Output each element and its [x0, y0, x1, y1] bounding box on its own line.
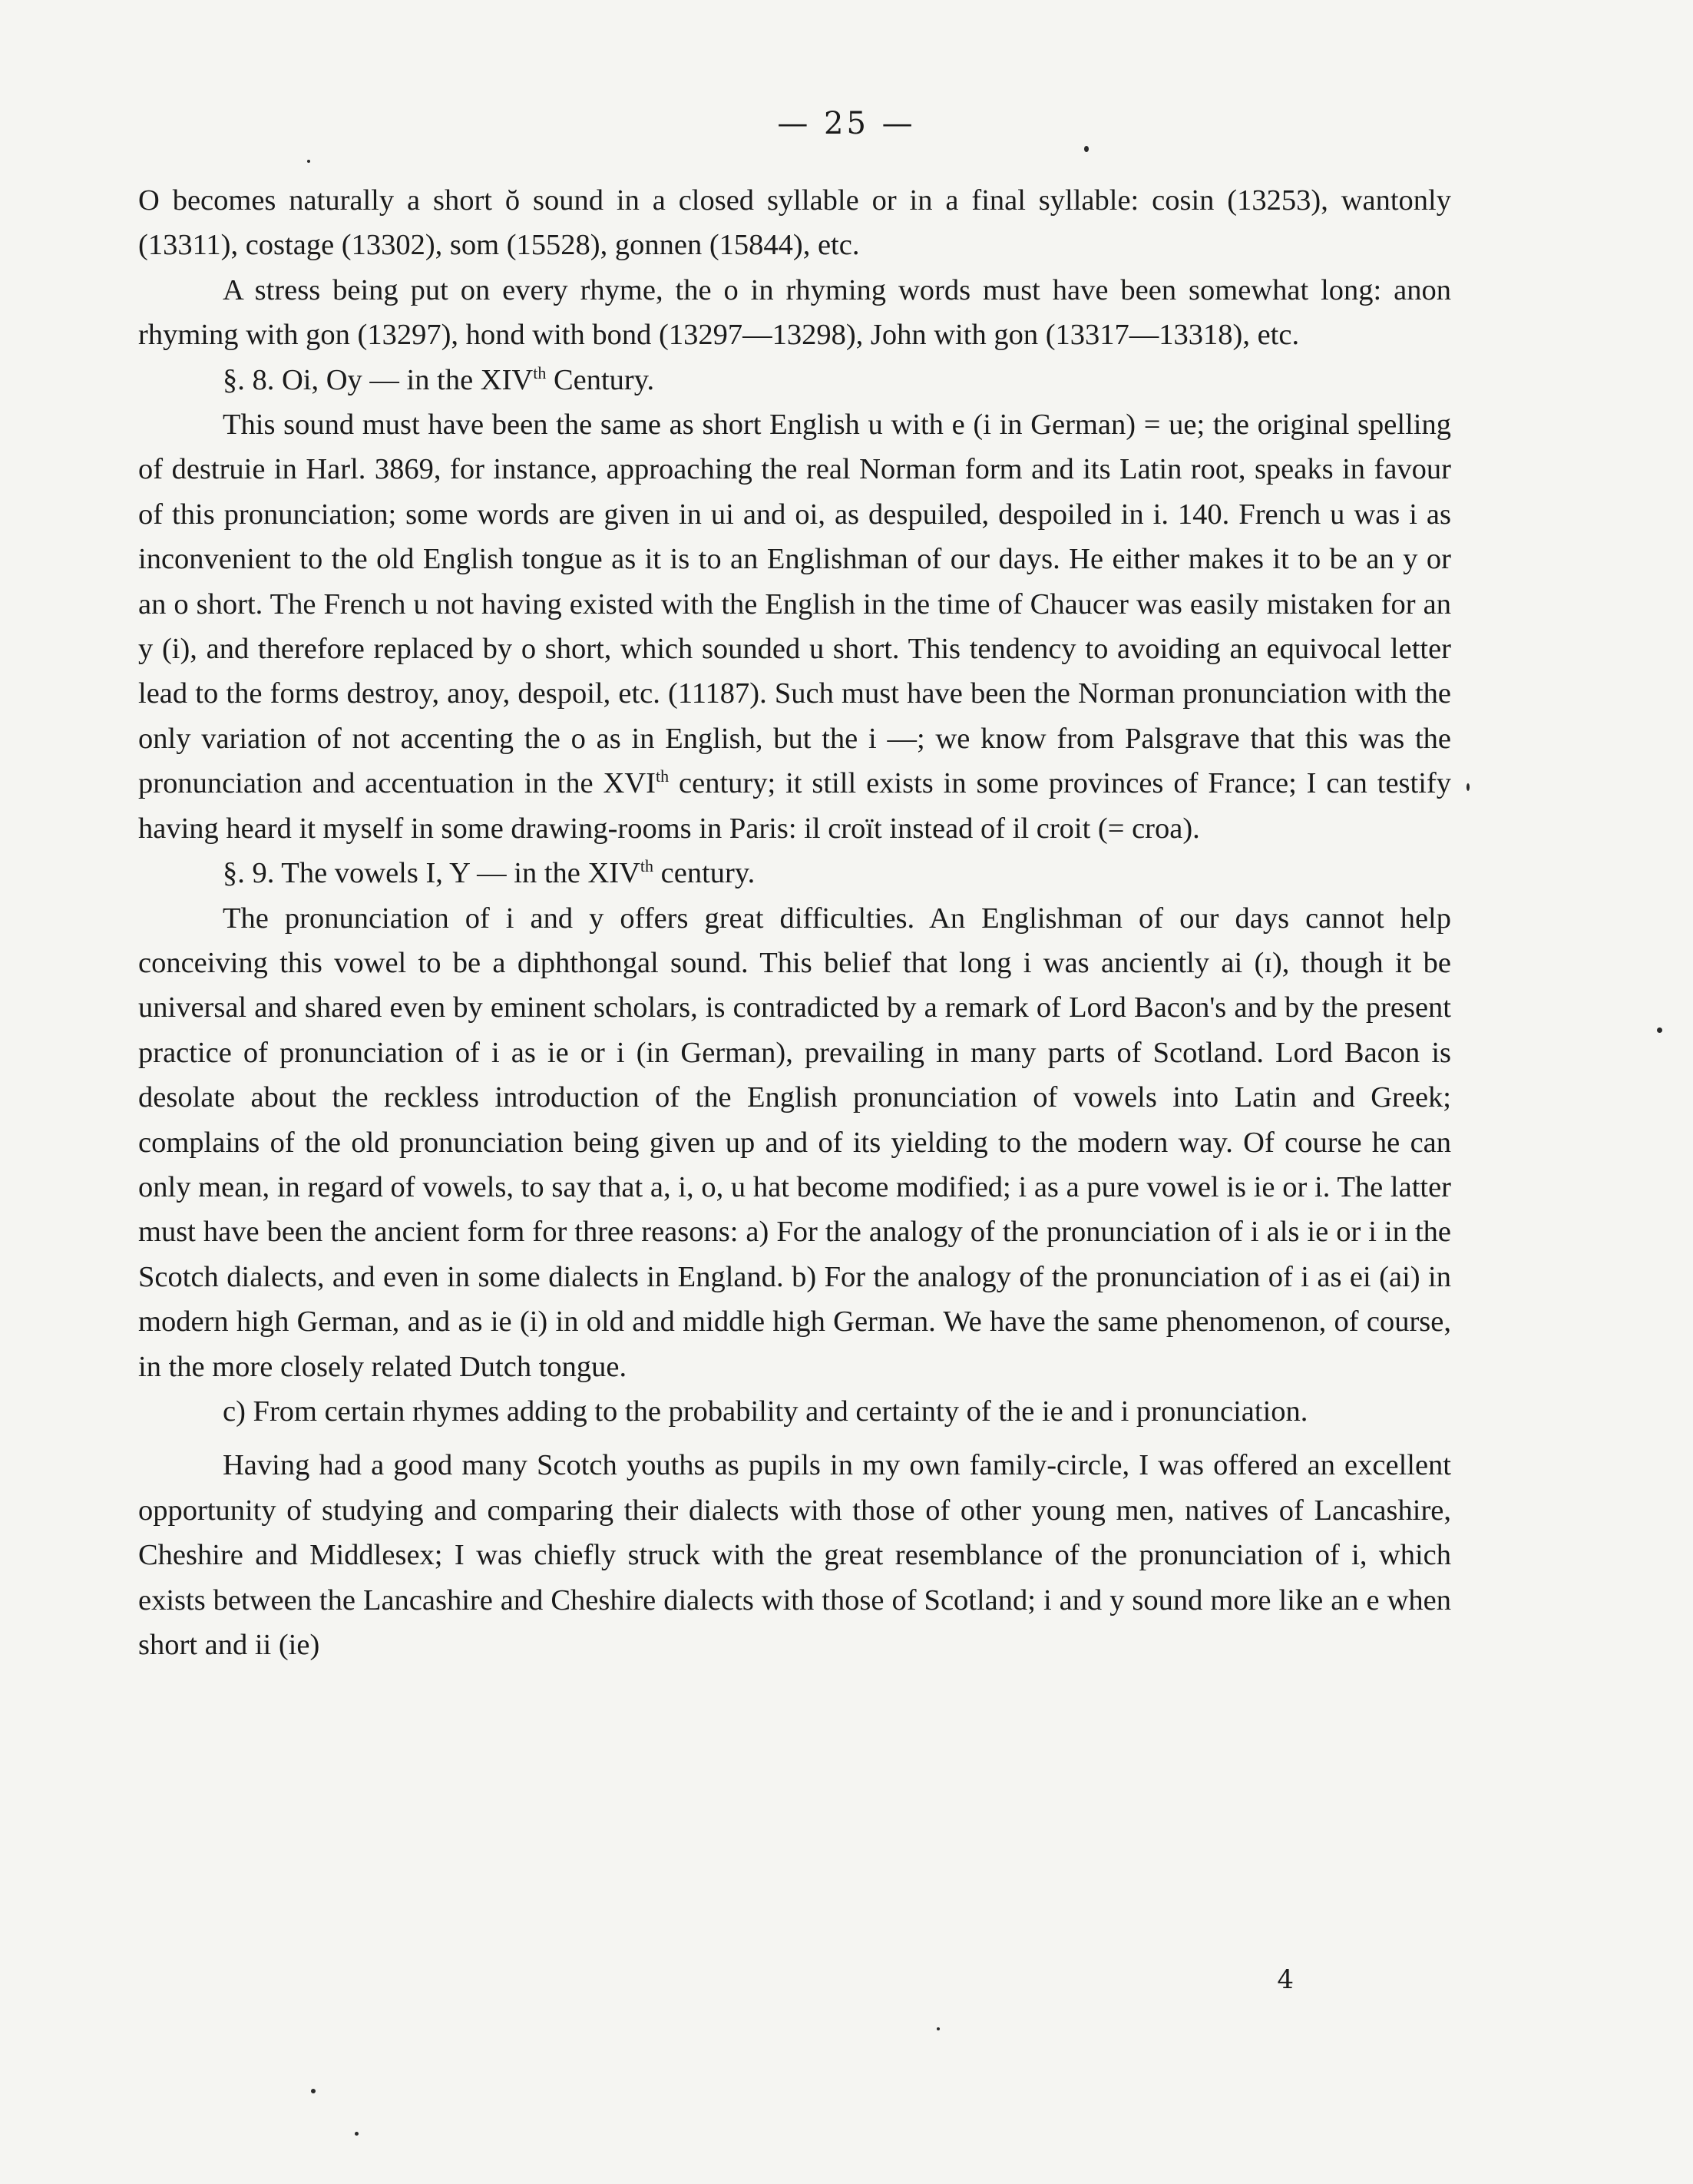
paragraph-oi-oy	[138, 402, 1451, 851]
paragraph-o-stress: A stress being put on every rhyme, the o in rhyming words must have been somewhat long: anon rhyming with gon (13297), hond with bond (13297—13298), John with gon (13317—13318), etc.	[138, 273, 1451, 352]
paragraph-o-short: O becomes naturally a short ŏ sound in a closed syllable or in a final syllable: cosin (13253), wantonly (13311), costage (13302), som (15528), gonnen (15844), etc.	[138, 184, 1451, 262]
section-heading-9-pre: §. 9. The vowels I, Y — in the XIV	[223, 857, 640, 890]
paragraph-rhymes: c) From certain rhymes adding to the probability and certainty of the ie and i pronunciation.	[223, 1395, 1308, 1428]
speck-mark	[1657, 1027, 1662, 1033]
section-heading-8	[138, 358, 1451, 402]
paragraph-vowels-i-y: The pronunciation of i and y offers great difficulties. An Englishman of our days cannot help conceiving this vowel to be a diphthongal sound. This belief that long i was anciently ai (ɪ), though it be universal and shared even by eminent scholars, is contradicted by a remark of Lord Bacon's and by the present practice of pronunciation of i as ie or i (in German), prevailing in many parts of Scotland. Lord Bacon is desolate about the reckless introduction of the English pronunciation of vowels into Latin and Greek; complains of the old pronunciation being given up and of its yielding to the modern way. Of course he can only mean, in regard of vowels, to say that a, i, o, u hat become modified; i as a pure vowel is ie or i. The latter must have been the ancient form for three reasons: a) For the analogy of the pronunciation of i als ie or i in the Scotch dialects, and even in some dialects in England. b) For the analogy of the pronunciation of i as ei (ai) in modern high German, and as ie (i) in old and middle high German. We have the same phenomenon, of course, in the more closely related Dutch tongue.	[138, 902, 1451, 1383]
section-heading-8-post: Century.	[546, 363, 655, 396]
section-heading-9	[138, 851, 1451, 895]
paragraph-oi-oy-sup: th	[655, 766, 670, 786]
body-text	[138, 178, 1451, 1667]
speck-mark	[311, 2089, 316, 2093]
page-number: — 25 —	[777, 106, 916, 141]
speck-mark	[1084, 146, 1089, 152]
paragraph-oi-oy-tail: century; it still exists in some provinces of France; I can testify having heard it myself in some drawing-rooms in Paris: il croït instead of il croit (= croa).	[138, 767, 1451, 845]
paragraph-scotch-youths: Having had a good many Scotch youths as pupils in my own family-circle, I was offered an excellent opportunity of studying and comparing their dialects with those of other young men, natives of Lancashire, Cheshire and Middlesex; I was chiefly struck with the great resemblance of the pronunciation of i, which exists between the Lancashire and Cheshire dialects with those of Scotland; i and y sound more like an e when short and ii (ie)	[138, 1449, 1451, 1661]
speck-mark	[307, 160, 310, 163]
speck-mark	[937, 2027, 940, 2030]
section-heading-8-pre: §. 8. Oi, Oy — in the XIV	[223, 363, 534, 396]
paragraph-oi-oy-text: This sound must have been the same as short English u with e (i in German) = ue; the original spelling of destruie in Harl. 3869, for instance, approaching the real Norman form and its Latin root, speaks in favour of this pronunciation; some words are given in ui and oi, as despuiled, despoiled in i. 140. French u was i as inconvenient to the old English tongue as it is to an Englishman of our days. He either makes it to be an y or an o short. The French u not having existed with the English in the time of Chaucer was easily mistaken for an y (i), and therefore replaced by o short, which sounded u short. This tendency to avoiding an equivocal letter lead to the forms destroy, anoy, despoil, etc. (11187). Such must have been the Norman pronunciation with the only variation of not accenting the o as in English, but the i —; we know from Palsgrave that this was the pronunciation and accentuation in the XVI	[138, 409, 1451, 800]
section-heading-9-post: century.	[653, 857, 756, 890]
section-heading-9-sup: th	[640, 856, 654, 876]
speck-mark	[1466, 783, 1470, 791]
signature-number: 4	[1277, 1964, 1294, 1995]
speck-mark	[355, 2132, 359, 2136]
section-heading-8-sup: th	[533, 362, 547, 382]
